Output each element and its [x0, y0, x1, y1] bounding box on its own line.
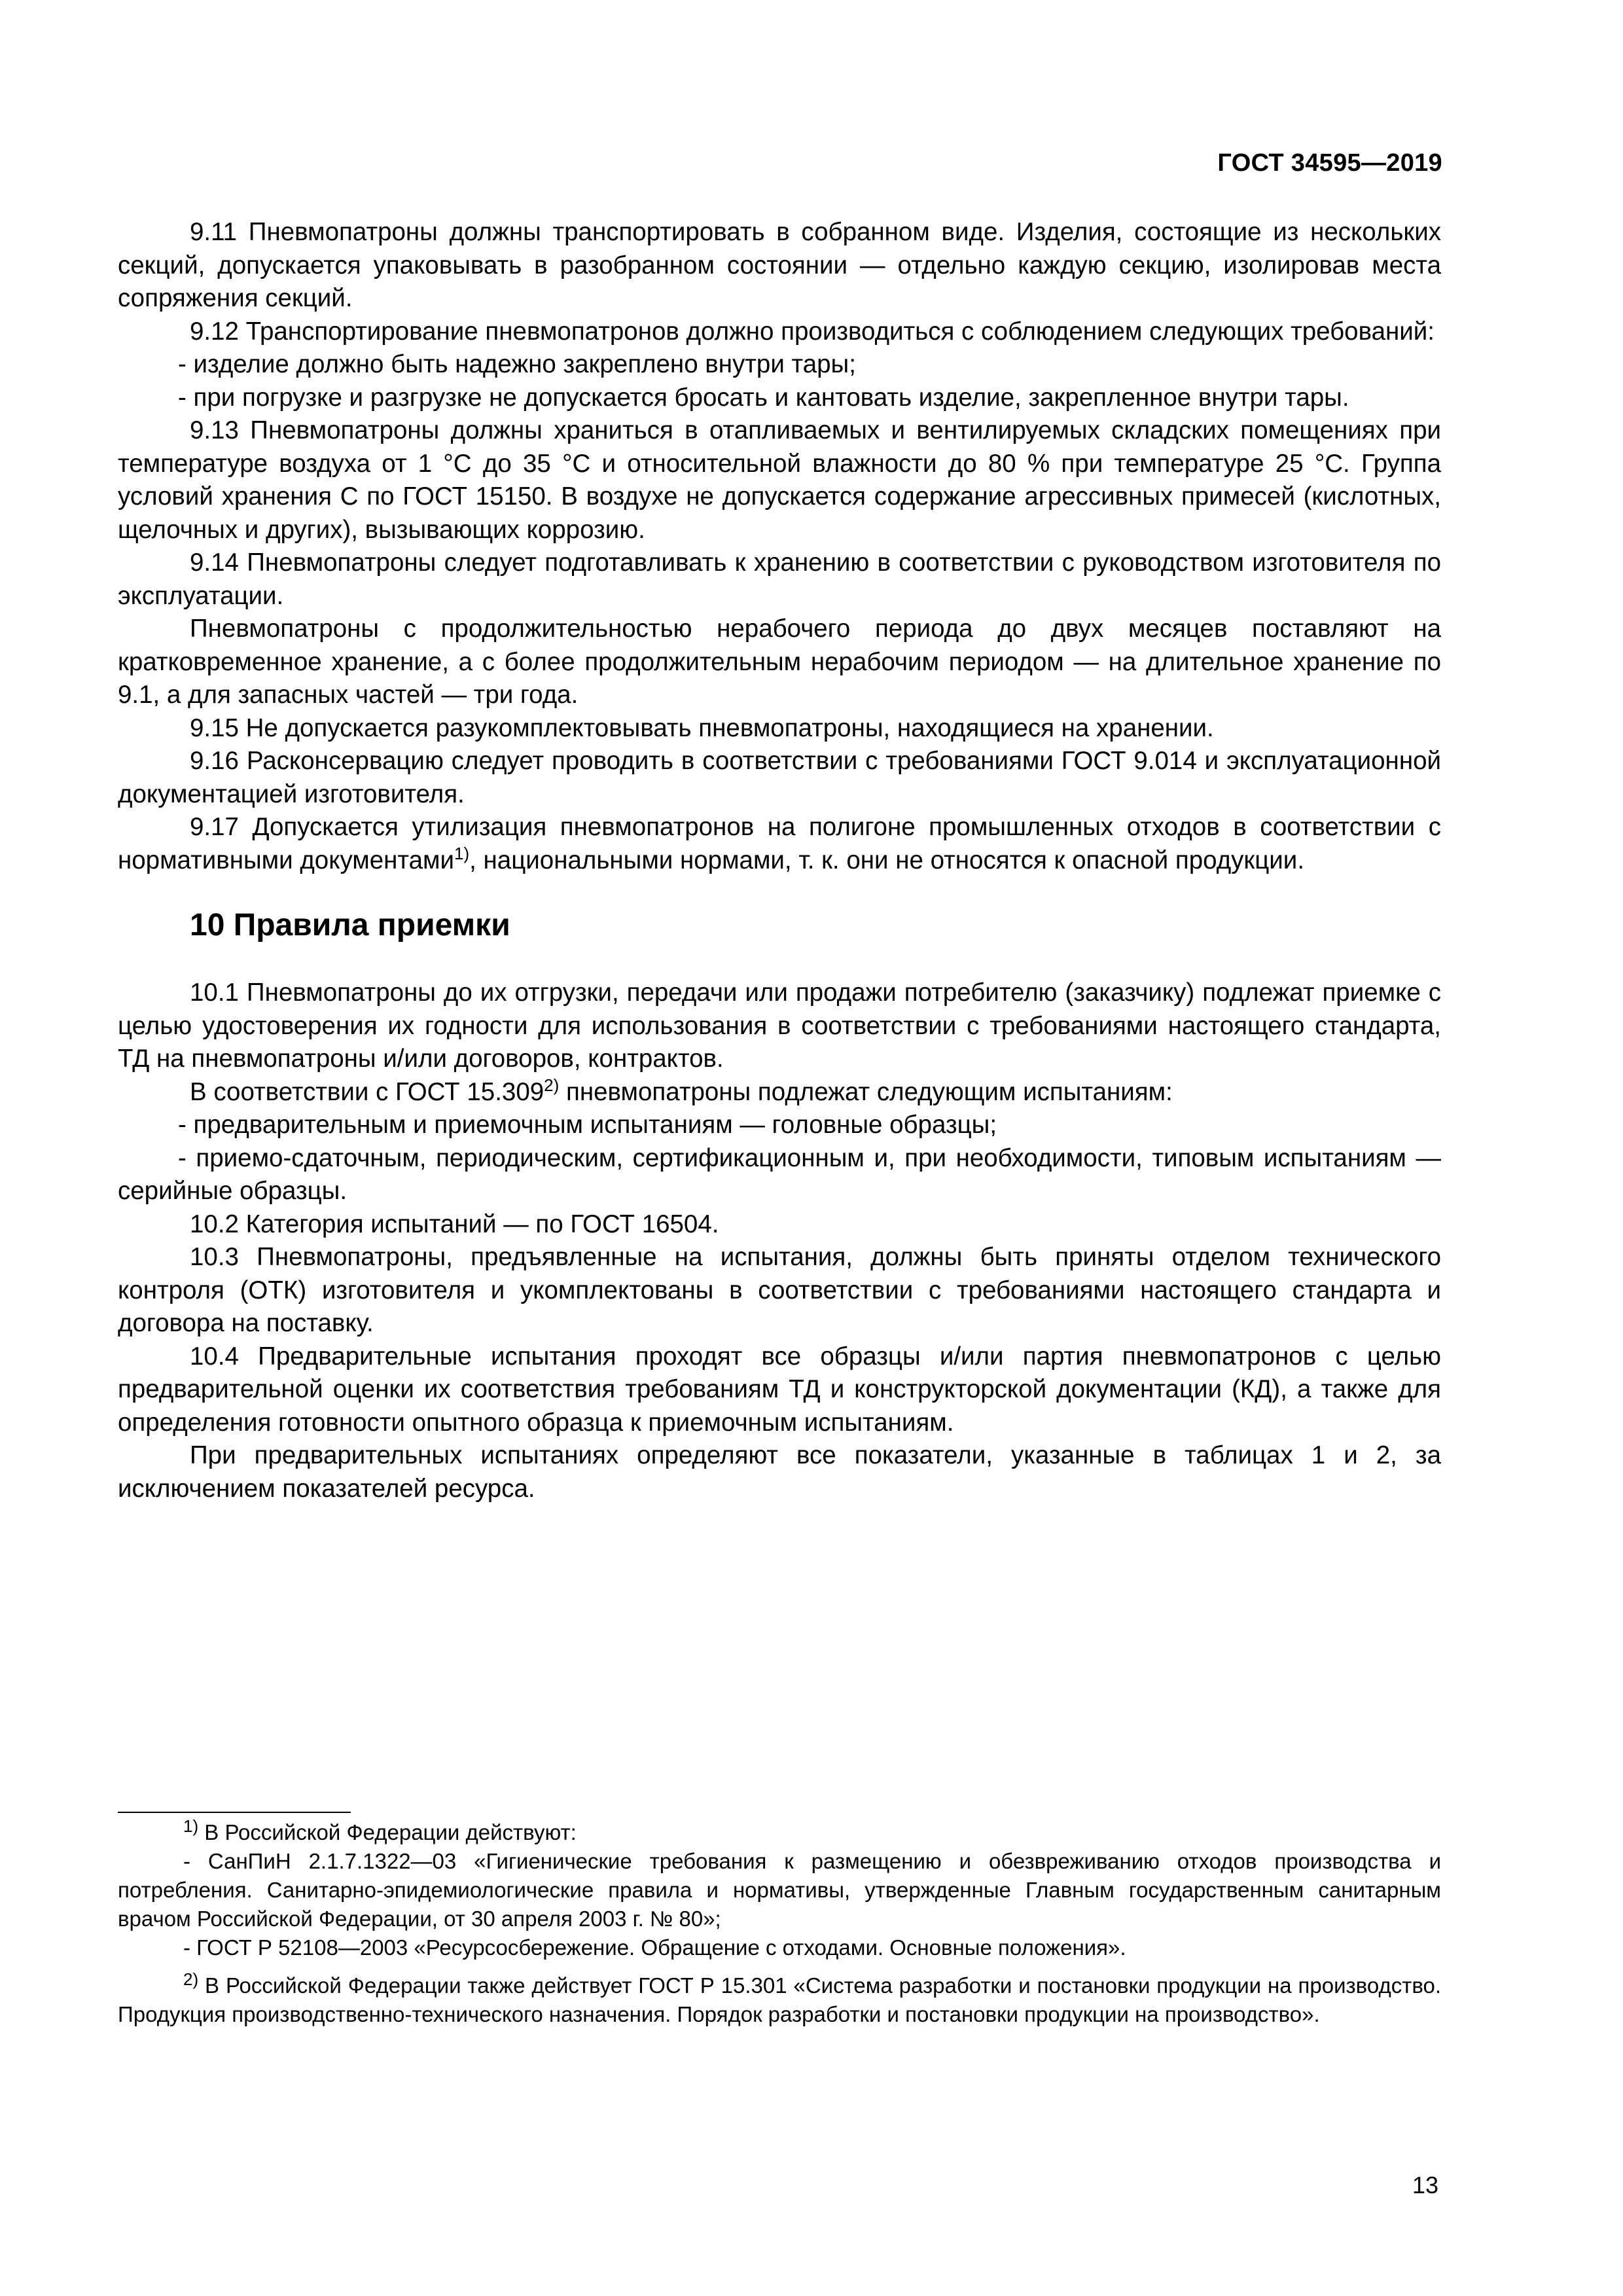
footnote-text: В Российской Федерации также действует ГОСТ Р 15.301 «Система разработки и постановки продукции на производство. Продукция производственно-технического назначения. Порядок разработки и постановки продукции на производство».	[118, 1973, 1441, 2026]
footnote-2	[118, 1971, 1441, 2029]
paragraph-10-1-continued	[118, 1076, 1441, 1109]
footnote-marker: 1)	[183, 1816, 199, 1836]
footnote-ref-1: 1)	[454, 843, 470, 863]
paragraph-text: 9.17 Допускается утилизация пневмопатронов на полигоне промышленных отходов в соответствии с нормативными документами	[118, 813, 1441, 874]
main-text	[118, 216, 1441, 1505]
footnotes	[118, 1818, 1441, 2029]
footnote-list-item: - СанПиН 2.1.7.1322—03 «Гигиенические требования к размещению и обезвреживанию отходов производства и потребления. Санитарно-эпидемиологические правила и нормативы, утвержденные Главным государственным санитарным врачом Российской Федерации, от 30 апреля 2003 г. № 80»;	[118, 1849, 1441, 1931]
paragraph-9-12: 9.12 Транспортирование пневмопатронов должно производиться с соблюдением следующих требований:	[190, 317, 1435, 346]
footnote-marker: 2)	[183, 1969, 199, 1989]
section-heading-10: 10 Правила приемки	[190, 908, 510, 942]
paragraph-10-3: 10.3 Пневмопатроны, предъявленные на испытания, должны быть приняты отделом технического контроля (ОТК) изготовителя и укомплектованы в соответствии с требованиями настоящего стандарта и договора на поставку.	[118, 1243, 1441, 1337]
paragraph-10-4: 10.4 Предварительные испытания проходят все образцы и/или партия пневмопатронов с целью предварительной оценки их соответствия требованиям ТД и конструкторской документации (КД), а также для определения готовности опытного образца к приемочным испытаниям.	[118, 1342, 1441, 1437]
page-number: 13	[1412, 2172, 1438, 2198]
paragraph-10-2: 10.2 Категория испытаний — по ГОСТ 16504.	[190, 1210, 719, 1238]
paragraph-9-14: 9.14 Пневмопатроны следует подготавливать к хранению в соответствии с руководством изготовителя по эксплуатации.	[118, 548, 1441, 610]
paragraph-text: , национальными нормами, т. к. они не относятся к опасной продукции.	[469, 846, 1305, 874]
list-item: - предварительным и приемочным испытаниям — головные образцы;	[178, 1111, 997, 1139]
list-item: - приемо-сдаточным, периодическим, сертификационным и, при необходимости, типовым испытаниям — серийные образцы.	[118, 1143, 1441, 1205]
paragraph-9-16: 9.16 Расконсервацию следует проводить в соответствии с требованиями ГОСТ 9.014 и эксплуатационной документацией изготовителя.	[118, 747, 1441, 808]
list-item: - при погрузке и разгрузке не допускается бросать и кантовать изделие, закрепленное внутри тары.	[178, 383, 1349, 412]
paragraph-9-14-continued: Пневмопатроны с продолжительностью нерабочего периода до двух месяцев поставляют на кратковременное хранение, а с более продолжительным нерабочим периодом — на длительное хранение по 9.1, а для запасных частей — три года.	[118, 615, 1441, 709]
paragraph-9-15: 9.15 Не допускается разукомплектовывать пневмопатроны, находящиеся на хранении.	[190, 713, 1214, 742]
list-item: - изделие должно быть надежно закреплено внутри тары;	[178, 350, 856, 378]
paragraph-9-17	[118, 811, 1441, 877]
document-code: ГОСТ 34595—2019	[1217, 149, 1442, 177]
paragraph-10-4-continued: При предварительных испытаниях определяют все показатели, указанные в таблицах 1 и 2, за исключением показателей ресурса.	[118, 1441, 1441, 1503]
footnote-text: В Российской Федерации действуют:	[198, 1820, 577, 1844]
footnote-divider	[118, 1812, 351, 1813]
paragraph-10-1: 10.1 Пневмопатроны до их отгрузки, передачи или продажи потребителю (заказчику) подлежат приемке с целью удостоверения их годности для использования в соответствии с требованиями настоящего стандарта, ТД на пневмопатроны и/или договоров, контрактов.	[118, 978, 1441, 1073]
paragraph-text: В соответствии с ГОСТ 15.309	[190, 1077, 544, 1106]
paragraph-9-13: 9.13 Пневмопатроны должны храниться в отапливаемых и вентилируемых складских помещениях при температуре воздуха от 1 °С до 35 °С и относительной влажности до 80 % при температуре 25 °С. Группа условий хранения С по ГОСТ 15150. В воздухе не допускается содержание агрессивных примесей (кислотных, щелочных и других), вызывающих коррозию.	[118, 416, 1441, 544]
paragraph-9-11: 9.11 Пневмопатроны должны транспортировать в собранном виде. Изделия, состоящие из нескольких секций, допускается упаковывать в разобранном состоянии — отдельно каждую секцию, изолировав места сопряжения секций.	[118, 218, 1441, 312]
footnote-list-item: - ГОСТ Р 52108—2003 «Ресурсосбережение. Обращение с отходами. Основные положения».	[183, 1935, 1126, 1960]
footnote-ref-2: 2)	[544, 1075, 560, 1095]
paragraph-text: пневмопатроны подлежат следующим испытаниям:	[559, 1077, 1173, 1106]
footnote-1	[118, 1818, 1441, 1847]
